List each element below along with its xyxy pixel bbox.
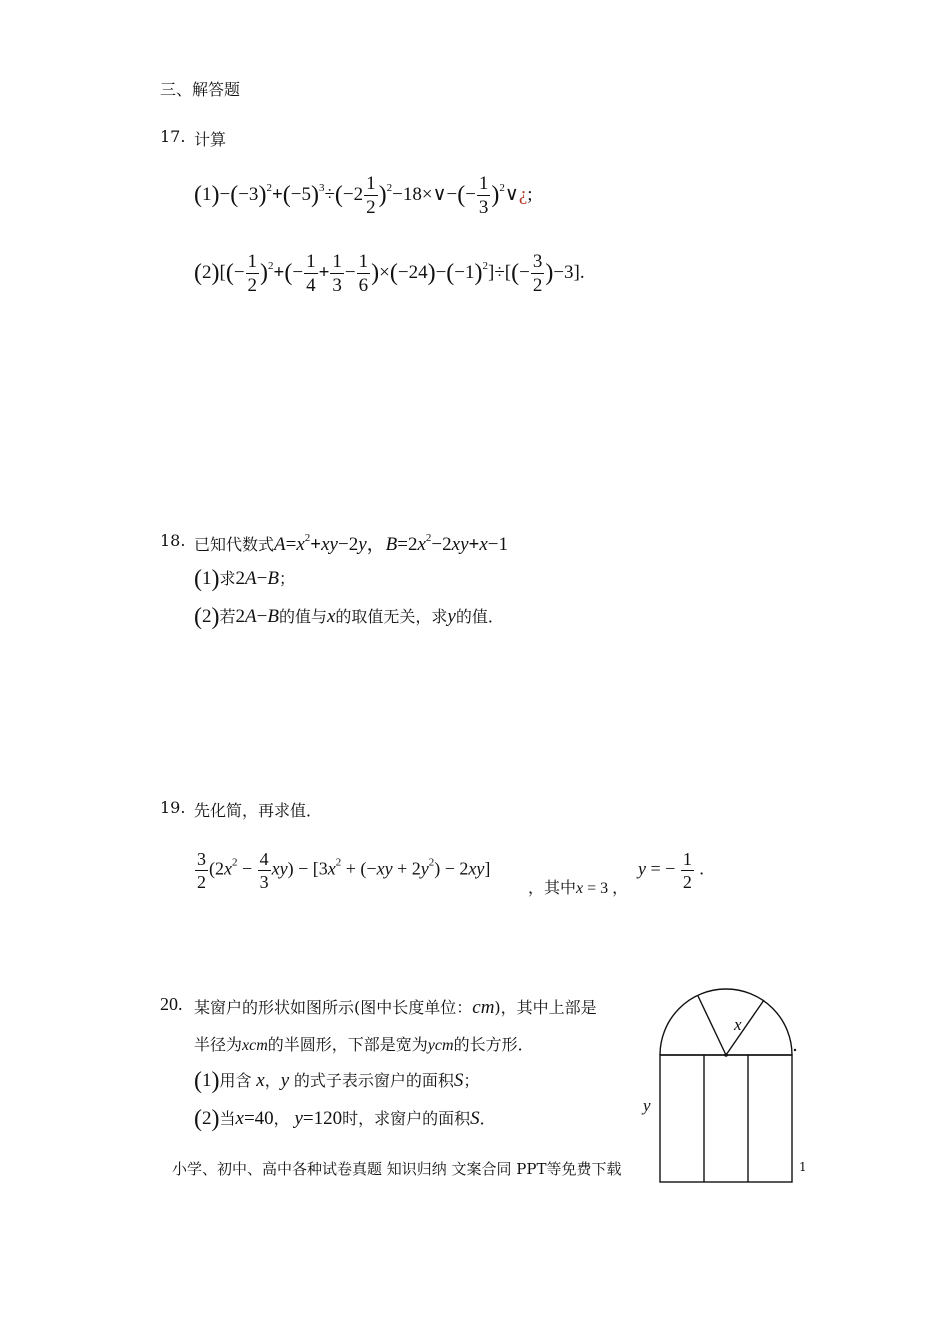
q20-line1a: 某窗户的形状如图所示 — [194, 998, 355, 1017]
section-title: 三、解答题 — [160, 80, 241, 99]
rectangle-frame — [660, 1055, 792, 1182]
q19-cond-text: ，其中 — [528, 880, 577, 897]
q19-expression: $\frac{3}{2}$ ($2x^2$ − $\frac{4}{3}$ $xy) - [3x^2 + (-xy + 2y^2) - 2xy]$ — [197, 849, 491, 892]
q18-stem: 已知代数式$A=x^2+xy-2y$，$B=2x^2-2xy+x-1$ — [194, 532, 508, 555]
q20-number: 20. — [160, 994, 183, 1014]
q20-part1: (1)用含 x，y 的式子表示窗户的面积S； — [194, 1068, 480, 1094]
q20-line2: 半径为xcm的半圆形，下部是宽为ycm的长方形． — [194, 1035, 534, 1054]
label-x: x — [734, 1015, 742, 1034]
q20-unit: cm — [472, 997, 495, 1018]
edge-dot — [794, 1049, 796, 1051]
q19-cond-y: y = − $\frac{1}{2}$ . — [638, 849, 704, 892]
q19-condition: ，其中x = 3 ， — [528, 880, 629, 897]
q19-title: 先化简，再求值． — [194, 801, 323, 820]
q18-part2: (2)若2A−B的值与x的取值无关，求y的值． — [194, 604, 504, 630]
q20-line1b: (图中长度单位： — [354, 998, 473, 1017]
label-y: y — [643, 1096, 651, 1115]
q17-number: 17. — [160, 127, 186, 146]
q18-number: 18. — [160, 531, 186, 550]
q17-title: 计算 — [194, 130, 227, 149]
q20-part2: (2)当x=40， y=120时，求窗户的面积S． — [194, 1106, 496, 1132]
q18-part1: (1)求2A−B； — [194, 566, 295, 592]
q20-line1c: )，其中上部是 — [494, 998, 597, 1017]
footer-tail: 1 — [799, 1160, 807, 1174]
q18-stem-text: 已知代数式 — [194, 537, 275, 554]
q19-number: 19. — [160, 798, 186, 817]
window-outline — [660, 989, 792, 1182]
footer-text: 小学、初中、高中各种试卷真题 知识归纳 文案合同 PPT等免费下载 — [172, 1160, 622, 1178]
q17-part1: $(1)-(-3)^2+(-5)^3\div(-2$ $\frac{1}{2}$ )$^2$−18×∨−(− $\frac{1}{3}$ )$^2$∨¿; — [194, 173, 533, 218]
radius-left — [698, 996, 726, 1055]
q20-line1 — [194, 995, 597, 1019]
radius-right — [726, 1000, 764, 1055]
window-figure — [640, 985, 810, 1185]
q17-part2: (2)[(− $\frac{1}{2}$ )$^2$+(− $\frac{1}{4}$ + $\frac{1}{3}$ − $\frac{1}{6}$ )$\times(-24)-(-1)^2]\div[(-$ $\frac{3}{2}$ )−3]. — [194, 251, 585, 296]
semicircle-arc — [660, 989, 792, 1055]
center-point — [724, 1053, 728, 1057]
